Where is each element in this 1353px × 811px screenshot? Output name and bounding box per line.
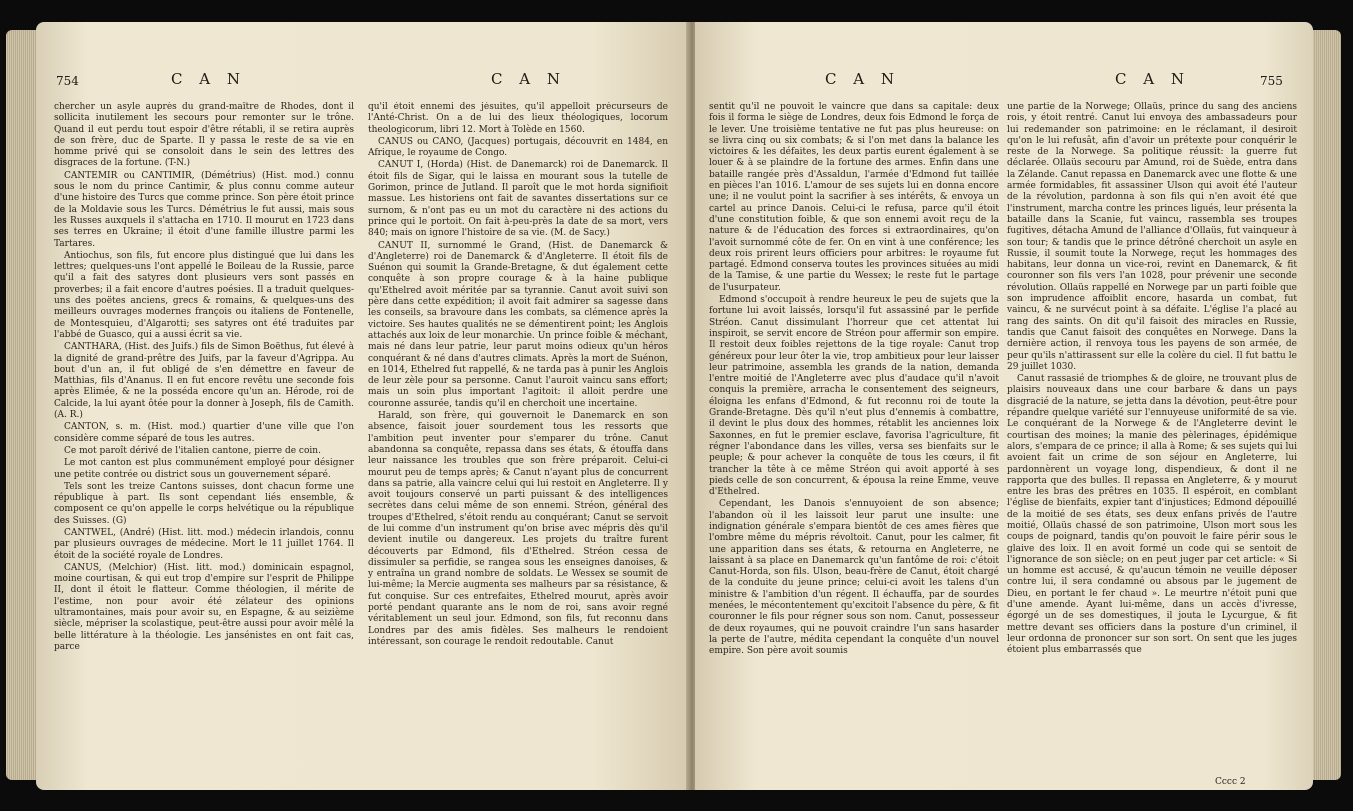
paragraph: Ce mot paroît dérivé de l'italien cantone, pierre de coin. xyxy=(64,445,321,456)
right-page-number: 755 xyxy=(1260,74,1283,88)
right-column-2 xyxy=(1007,102,1297,784)
right-column-1 xyxy=(709,102,999,784)
left-column-1 xyxy=(54,102,354,784)
paragraph: CANTHARA, (Hist. des Juifs.) fils de Simon Boëthus, fut élevé à la dignité de grand-prêtre des Juifs, par la faveur d'Agrippa. Au bout d'un an, il fut obligé de s'en démettre en faveur de Matthias, fils d'Ananus. Il en fut encore revêtu une seconde fois après Elimée, & ne la posséda encore qu'un an. Hérode, roi de Calcide, la lui ayant ôtée pour la donner à Joseph, fils de Camith. (A. R.) xyxy=(54,342,354,421)
paragraph: chercher un asyle auprès du grand-maître de Rhodes, dont il sollicita inutilement les secours pour remonter sur le trône. Quand il eut perdu tout espoir d'être rétabli, il se retira auprès de son frère, duc de Sparte. Il y passa le reste de sa vie en homme privé qui se consoloit dans le sein des lettres des disgraces de la fortune. (T-N.) xyxy=(54,102,354,169)
paragraph: qu'il étoit ennemi des jésuites, qu'il appelloit précurseurs de l'Anté-Christ. On a de lui des lieux théologiques, locorum theologicorum, libri 12. Mort à Tolède en 1560. xyxy=(368,102,668,135)
paragraph: CANUS ou CANO, (Jacques) portugais, découvrit en 1484, en Afrique, le royaume de Congo. xyxy=(368,136,668,159)
left-page xyxy=(36,22,690,790)
paragraph: CANUT I, (Horda) (Hist. de Danemarck) roi de Danemarck. Il étoit fils de Sigar, qui le laissa en mourant sous la tutelle de Gorimon, prince de Jutland. Il paroît que le mot horda signifioit massue. Les historiens ont fait de savantes dissertations sur ce surnom, & n'ont pas eu un mot du caractère ni des actions du prince qui le portoit. On fait à-peu-près la date de sa mort, vers 840; mais on ignore l'histoire de sa vie. (M. de Sacy.) xyxy=(368,160,668,239)
paragraph: Tels sont les treize Cantons suisses, dont chacun forme une république à part. Ils sont cependant liés ensemble, & composent ce qu'on appelle le corps helvétique ou la république des Suisses. (G) xyxy=(54,481,354,526)
paragraph: Cependant, les Danois s'ennuyoient de son absence; l'abandon où il les laissoit leur parut une insulte: une indignation générale s'empara bientôt de ces ames fières que l'ombre même du mépris révoltoit. Canut, pour les calmer, fit une apparition dans ses états, & retourna en Angleterre, ne laissant à sa place en Danemarck qu'un fantôme de roi: c'étoit Canut-Horda, son fils. Ulson, beau-frère de Canut, étoit chargé de la conduite du jeune prince; celui-ci avoit les talens d'un ministre & l'ambition d'un régent. Il échauffa, par de sourdes menées, le mécontentement qu'excitoit l'absence du père, & fit couronner le fils pour régner sous son nom. Canut, possesseur de deux royaumes, qui ne pouvoit craindre l'un sans hasarder la perte de l'autre, médita cependant la conquête d'un nouvel empire. Son père avoit soumis xyxy=(709,499,999,657)
paragraph: CANUS, (Melchior) (Hist. litt. mod.) dominicain espagnol, moine courtisan, & qui eut trop d'empire sur l'esprit de Philippe II, dont il étoit le flatteur. Comme théologien, il mérite de l'estime, non pour avoir été zélateur des opinions ultramontaines, mais pour avoir su, en Espagne, & au seizième siècle, mépriser la scolastique, peut-être aussi pour avoir mêlé la belle littérature à la théologie. Les jansénistes en ont fait cas, parce xyxy=(54,562,354,652)
paragraph: Harald, son frère, qui gouvernoit le Danemarck en son absence, faisoit jouer sourdement tous les ressorts que l'ambition peut inventer pour s'emparer du trône. Canut abandonna sa conquête, repassa dans ses états, & étouffa dans leur naissance les troubles que son frère préparoit. Celui-ci mourut peu de temps après; & Canut n'ayant plus de concurrent dans sa patrie, alla vaincre celui qui lui restoit en Angleterre. Il y avoit toujours conservé un parti puissant & des intelligences secrètes dans celui même de son ennemi. Stréon, général des troupes d'Ethelred, s'étoit rendu au conquérant; Canut se servoit de lui comme d'un instrument qu'on brise avec mépris dès qu'il devient inutile ou dangereux. Les projets du traître furent découverts par Edmond, fils d'Ethelred. Stréon cessa de dissimuler sa perfidie, se rangea sous les enseignes danoises, & y entraîna un grand nombre de soldats. Le Wessex se soumit de lui-même; la Mercie augmenta ses malheurs par sa résistance, & fut conquise. Sur ces entrefaites, Ethelred mourut, après avoir porté pendant quarante ans le nom de roi, sans avoir regné véritablement un seul jour. Edmond, son fils, fut reconnu dans Londres par des amis fidèles. Ses malheurs le rendoient intéressant, son courage le rendoit redoutable. Canut xyxy=(368,411,668,647)
left-page-number: 754 xyxy=(56,74,79,88)
paragraph: Antiochus, son fils, fut encore plus distingué que lui dans les lettres; quelques-uns l'ont appellé le Boileau de la Russie, parce qu'il a fait des satyres dont plusieurs vers sont passés en proverbes; il a fait encore d'autres poésies. Il a traduit quelques-uns des poëtes anciens, grecs & romains, & quelques-uns des meilleurs ouvrages modernes françois ou italiens de Fontenelle, de Montesquieu, d'Algarotti; ses satyres ont été traduites par l'abbé de Guasco, qui a aussi écrit sa vie. xyxy=(54,250,354,340)
paragraph: Canut rassasié de triomphes & de gloire, ne trouvant plus de plaisirs nouveaux dans une cour barbare & dans un pays disgracié de la nature, se jetta dans la dévotion, peut-être pour répandre quelque variété sur l'ennuyeuse uniformité de sa vie. Le conquérant de la Norwege & de l'Angleterre devint le courtisan des moines; la manie des pèlerinages, épidémique alors, s'empara de ce prince; il alla à Rome; & ses sujets qui lui avoient fait un crime de son séjour en Angleterre, lui pardonnèrent un voyage long, dispendieux, & dont il ne rapporta que des bulles. Il repassa en Angleterre, & y mourut entre les bras des prêtres en 1035. Il espéroit, en comblant l'église de bienfaits, expier tant d'injustices; Edmond dépouillé de la moitié de ses états, ses deux enfans privés de l'autre moitié, Ollaüs chassé de son patrimoine, Ulson mort sous les coups de poignard, tandis qu'on pouvoit le faire périr sous le glaive des loix. Il en avoit formé un code qui se sentoit de l'ignorance de son siècle; on en peut juger par cet article: « Si un homme est accusé, & qu'aucun témoin ne veuille déposer contre lui, il sera condamné ou absous par le jugement de Dieu, en portant le fer chaud ». Le meurtre n'étoit puni que d'une amende. Ayant lui-même, dans un accès d'ivresse, égorgé un de ses domestiques, il jouta le Lycurgue, & fit mettre devant ses officiers dans la posture d'un criminel, il leur ordonna de prononcer sur son sort. On sent que les juges étoient plus embarrassés que xyxy=(1007,374,1297,656)
paragraph: CANTEMIR ou CANTIMIR, (Démétrius) (Hist. mod.) connu sous le nom du prince Cantimir, & plus connu comme auteur d'une histoire des Turcs que comme prince. Son père étoit prince de la Moldavie sous les Turcs. Démétrius le fut aussi, mais sous les Russes auxquels il s'attacha en 1710. Il mourut en 1723 dans ses terres en Ukraine; il étoit d'une famille illustre parmi les Tartares. xyxy=(54,170,354,249)
right-page xyxy=(695,22,1313,790)
left-column-2 xyxy=(368,102,668,784)
signature-mark: Cccc 2 xyxy=(1215,777,1246,787)
paragraph: une partie de la Norwege; Ollaüs, prince du sang des anciens rois, y étoit rentré. Canut lui envoya des ambassadeurs pour lui redemander son patrimoine: en le réclamant, il desiroit qu'on le lui refusât, afin d'avoir un prétexte pour conquérir le reste de la Norwege. Sa politique réussit: la guerre fut déclarée. Ollaüs secouru par Amund, roi de Suède, entra dans la Zélande. Canut repassa en Danemarck avec une flotte & une armée formidables, fit assassiner Ulson qui avoit été l'auteur de la révolution, pardonna à son fils qui n'en avoit été que l'instrument, marcha contre les princes ligués, leur présenta la bataille dans la Scanie, fut vaincu, rassembla ses troupes fugitives, détacha Amund de l'alliance d'Ollaüs, fut vainqueur à son tour; & tandis que le prince détrôné cherchoit un asyle en Russie, il soumit toute la Norwege, reçut les hommages des habitans, leur donna un vice-roi, revint en Danemarck, & fit couronner son fils vers l'an 1028, pour prévenir une seconde révolution. Ollaüs rappellé en Norwege par un parti foible que son imprudence affoiblit encore, hasarda un combat, fut vaincu, & ne survécut point à sa défaite. L'église l'a placé au rang des saints. On dit qu'il faisoit des miracles en Russie, tandis que Canut faisoit des conquêtes en Norwege. Dans la dernière action, il renvoya tous les payens de son armée, de peur qu'ils n'attirassent sur elle la colère du ciel. Il fut battu le 29 juillet 1030. xyxy=(1007,102,1297,372)
right-running-head-2: C A N xyxy=(1115,70,1190,88)
right-running-head-1: C A N xyxy=(825,70,900,88)
paragraph: CANTWEL, (André) (Hist. litt. mod.) médecin irlandois, connu par plusieurs ouvrages de médecine. Mort le 11 juillet 1764. Il étoit de la société royale de Londres. xyxy=(54,527,354,561)
paragraph: CANUT II, surnommé le Grand, (Hist. de Danemarck & d'Angleterre) roi de Danemarck & d'Angleterre. Il étoit fils de Suénon qui soumit la Grande-Bretagne, & dut également cette conquête à son propre courage & à la haine publique qu'Ethelred avoit méritée par sa tyrannie. Canut avoit suivi son père dans cette expédition; il avoit fait admirer sa sagesse dans les conseils, sa bravoure dans les combats, sa clémence après la victoire. Ses ‍‍hautes qualités ne se démentirent point; les Anglois attachés aux loix de leur monarchie. Un prince foible & méchant, mais né dans leur patrie, leur parut moins odieux qu'un héros conquérant & né dans d'autres climats. Après la mort de Suénon, en 1014, Ethelred fut rappellé, & ne tarda pas à punir les Anglois de leur zèle pour sa personne. Canut l'auroit vaincu sans effort; mais un soin plus important l'agitoit: il alloit perdre une couronne assurée, tandis qu'il en cherchoit une incertaine. xyxy=(368,240,668,409)
paragraph: Edmond s'occupoit à rendre heureux le peu de sujets que la fortune lui avoit laissés, lorsqu'il fut assassiné par le perfide Stréon. Canut dissimulant l'horreur que cet attentat lui inspiroit, se servit encore de Stréon pour affermir son empire. Il restoit deux foibles rejettons de la tige royale: Canut trop généreux pour leur ôter la vie, trop ambitieux pour leur laisser leur patrimoine, assembla les grands de la nation, demanda l'entre moitié de l'Angleterre avec plus d'audace qu'il n'avoit conquis la première, arracha le consentement des seigneurs, éloigna les enfans d'Edmond, & fut reconnu roi de toute la Grande-Bretagne. Dès qu'il n'eut plus d'ennemis à combattre, il devint le plus doux des hommes, rétablit les anciennes loix Saxonnes, en fut le premier esclave, favorisa l'agriculture, fit régner l'abondance dans les villes, versa ses bienfaits sur le peuple; & pour achever la conquête de tous les cœurs, il fit trancher la tête à ce même Stréon qui avoit apporté à ses pieds celle de son concurrent, & épousa la reine Emme, veuve d'Ethelred. xyxy=(709,295,999,498)
paragraph: Le mot canton est plus communément employé pour désigner une petite contrée ou district sous un gouvernement séparé. xyxy=(54,458,354,480)
right-page-edges xyxy=(1313,30,1341,780)
paragraph: CANTON, s. m. (Hist. mod.) quartier d'une ville que l'on considère comme séparé de tous les autres. xyxy=(54,422,354,444)
left-running-head-2: C A N xyxy=(491,70,566,88)
paragraph: sentit qu'il ne pouvoit le vaincre que dans sa capitale: deux fois il forma le siège de Londres, deux fois Edmond le força de le lever. Une troisième tentative ne fut pas plus heureuse: on se livra cinq ou six combats; & si l'on met dans la balance les victoires & les défaites, les deux partis eurent également à se louer & à se plaindre de la fortune des armes. Enfin dans une bataille rangée près d'Assaldun, l'armée d'Edmond fut taillée en pièces l'an 1016. L'amour de ses sujets lui en donna encore une; il ne voulut point la sacrifier à ses intérêts, & envoya un cartel au prince Danois. Celui-ci le refusa, parce qu'il étoit d'une constitution foible, & que son ennemi avoit reçu de la nature & de l'éducation des forces si extraordinaires, qu'on l'avoit surnommé côte de fer. On en vint à une conférence; les deux rois prirent leurs officiers pour arbitres: le royaume fut partagé. Edmond conserva toutes les provinces situées au midi de la Tamise, & une partie du Wessex; le reste fut le partage de l'usurpateur. xyxy=(709,102,999,293)
left-page-edges xyxy=(6,30,36,780)
left-running-head-1: C A N xyxy=(171,70,246,88)
